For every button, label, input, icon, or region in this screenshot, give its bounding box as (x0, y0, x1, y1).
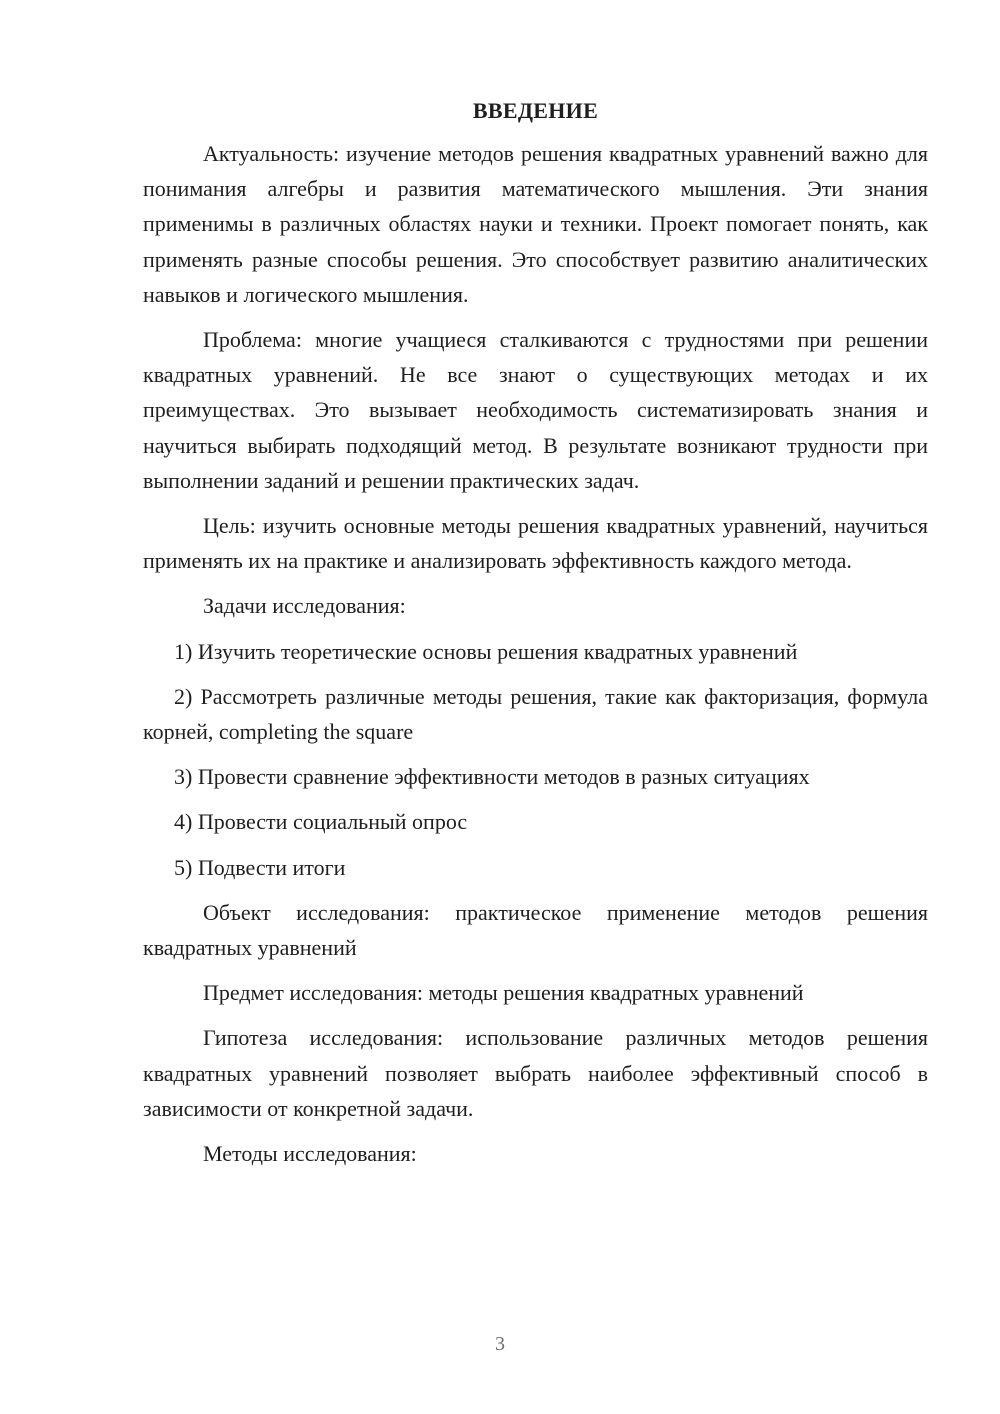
task-item-2: 2) Рассмотреть различные методы решения, такие как факторизация, формула корней, completing the square (143, 683, 928, 745)
goal-paragraph: Цель: изучить основные методы решения квадратных уравнений, научиться применять их на практике и анализировать эффективность каждого метода. (143, 513, 928, 574)
task-item-1: 1) Изучить теоретические основы решения квадратных уравнений (174, 638, 798, 664)
tasks-list (143, 634, 928, 885)
object-paragraph: Объект исследования: практическое применение методов решения квадратных уравнений (143, 899, 928, 961)
tasks-intro-paragraph: Задачи исследования: (203, 593, 406, 619)
relevance-paragraph: Актуальность: изучение методов решения квадратных уравнений важно для понимания алгебры и развития математического мышления. Эти знания применимы в различных областях науки и техники. Проект помогает понять, как применять разные способы решения. Это способствует развитию аналитических навыков и логического мышления. (143, 141, 928, 307)
task-item-3: 3) Провести сравнение эффективности методов в разных ситуациях (174, 764, 810, 790)
document-page (143, 96, 928, 1181)
problem-paragraph: Проблема: многие учащиеся сталкиваются с трудностями при решении квадратных уравнений. Не все знают о существующих методах и их преимуществах. Это вызывает необходимость систематизировать знания и научиться выбирать подходящий метод. В результате возникают трудности при выполнении заданий и решении практических задач. (143, 327, 928, 493)
subject-paragraph: Предмет исследования: методы решения квадратных уравнений (203, 980, 804, 1006)
task-item-4: 4) Провести социальный опрос (174, 809, 468, 835)
page-number: 3 (495, 1333, 505, 1355)
methods-paragraph: Методы исследования: (203, 1141, 417, 1167)
page-title: ВВЕДЕНИЕ (472, 98, 599, 123)
task-item-5: 5) Подвести итоги (174, 854, 346, 880)
hypothesis-paragraph: Гипотеза исследования: использование различных методов решения квадратных уравнений позволяет выбрать наиболее эффективный способ в зависимости от конкретной задачи. (143, 1025, 928, 1121)
